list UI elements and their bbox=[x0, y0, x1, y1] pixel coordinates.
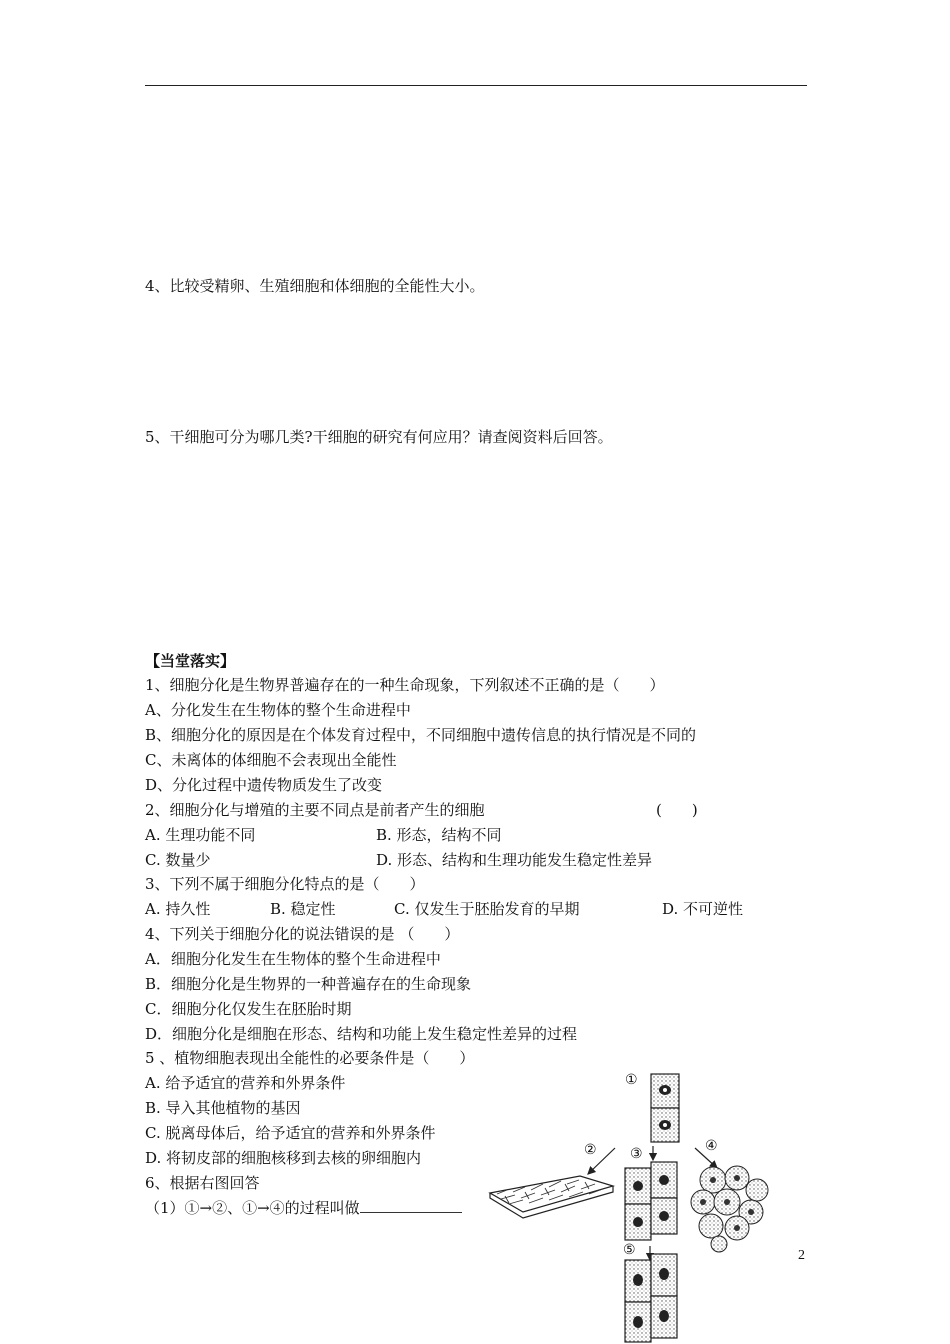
header-rule bbox=[145, 85, 807, 86]
q2-paren: ( ) bbox=[656, 801, 698, 819]
q4-option-d: D．细胞分化是细胞在形态、结构和功能上发生稳定性差异的过程 bbox=[145, 1025, 578, 1043]
cell-group-5 bbox=[625, 1254, 677, 1342]
q6-stem: 6、根据右图回答 bbox=[145, 1174, 260, 1192]
q2-stem: 2、细胞分化与增殖的主要不同点是前者产生的细胞 bbox=[145, 801, 485, 819]
q3-option-a: A. 持久性 bbox=[145, 900, 211, 918]
q4-option-b: B．细胞分化是生物界的一种普遍存在的生命现象 bbox=[145, 975, 472, 993]
q3-option-c: C. 仅发生于胚胎发育的早期 bbox=[394, 900, 580, 918]
q6-sub1 bbox=[145, 1198, 462, 1218]
cell-group-3 bbox=[625, 1162, 677, 1240]
cell-group-1 bbox=[651, 1074, 679, 1142]
q2-option-d: D. 形态、结构和生理功能发生稳定性差异 bbox=[376, 851, 653, 869]
q5-stem: 5 、植物细胞表现出全能性的必要条件是（ ） bbox=[145, 1049, 475, 1067]
q4-stem: 4、下列关于细胞分化的说法错误的是 （ ） bbox=[145, 925, 460, 943]
q1-option-a: A、分化发生在生物体的整个生命进程中 bbox=[145, 701, 411, 719]
q4-option-a: A．细胞分化发生在生物体的整个生命进程中 bbox=[145, 950, 441, 968]
answer-blank[interactable] bbox=[360, 1198, 462, 1213]
q3-option-b: B. 稳定性 bbox=[270, 900, 336, 918]
q5-option-c: C. 脱离母体后，给予适宜的营养和外界条件 bbox=[145, 1124, 436, 1142]
q1-option-d: D、分化过程中遗传物质发生了改变 bbox=[145, 776, 383, 794]
q1-stem: 1、细胞分化是生物界普遍存在的一种生命现象，下列叙述不正确的是（ ） bbox=[145, 676, 665, 694]
label-3: ③ bbox=[630, 1146, 643, 1162]
q2-option-b: B. 形态，结构不同 bbox=[376, 826, 502, 844]
q1-option-b: B、细胞分化的原因是在个体发育过程中，不同细胞中遗传信息的执行情况是不同的 bbox=[145, 726, 697, 744]
q2-option-a: A. 生理功能不同 bbox=[145, 826, 256, 844]
q5-option-d: D. 将韧皮部的细胞核移到去核的卵细胞内 bbox=[145, 1149, 422, 1167]
label-4: ④ bbox=[705, 1138, 718, 1154]
q6-sub1-text: （1）①→②、①→④的过程叫做 bbox=[145, 1199, 360, 1217]
q5-option-b: B. 导入其他植物的基因 bbox=[145, 1099, 301, 1117]
q5-option-a: A. 给予适宜的营养和外界条件 bbox=[145, 1074, 346, 1092]
section-title: 【当堂落实】 bbox=[145, 652, 236, 670]
label-2: ② bbox=[584, 1142, 597, 1158]
page-number: 2 bbox=[798, 1248, 805, 1263]
question-4-prestudy: 4、比较受精卵、生殖细胞和体细胞的全能性大小。 bbox=[145, 277, 485, 295]
q3-stem: 3、下列不属于细胞分化特点的是（ ） bbox=[145, 875, 425, 893]
label-1: ① bbox=[625, 1072, 638, 1088]
q4-option-c: C．细胞分化仅发生在胚胎时期 bbox=[145, 1000, 352, 1018]
q2-option-c: C. 数量少 bbox=[145, 851, 211, 869]
q3-option-d: D. 不可逆性 bbox=[662, 900, 744, 918]
question-5-prestudy: 5、干细胞可分为哪几类?干细胞的研究有何应用？请查阅资料后回答。 bbox=[145, 428, 613, 446]
label-5: ⑤ bbox=[623, 1242, 636, 1258]
q1-option-c: C、未离体的体细胞不会表现出全能性 bbox=[145, 751, 397, 769]
cell-differentiation-figure bbox=[485, 1068, 775, 1344]
tissue-sheet-2 bbox=[490, 1176, 613, 1218]
cell-cluster-4 bbox=[691, 1166, 768, 1252]
